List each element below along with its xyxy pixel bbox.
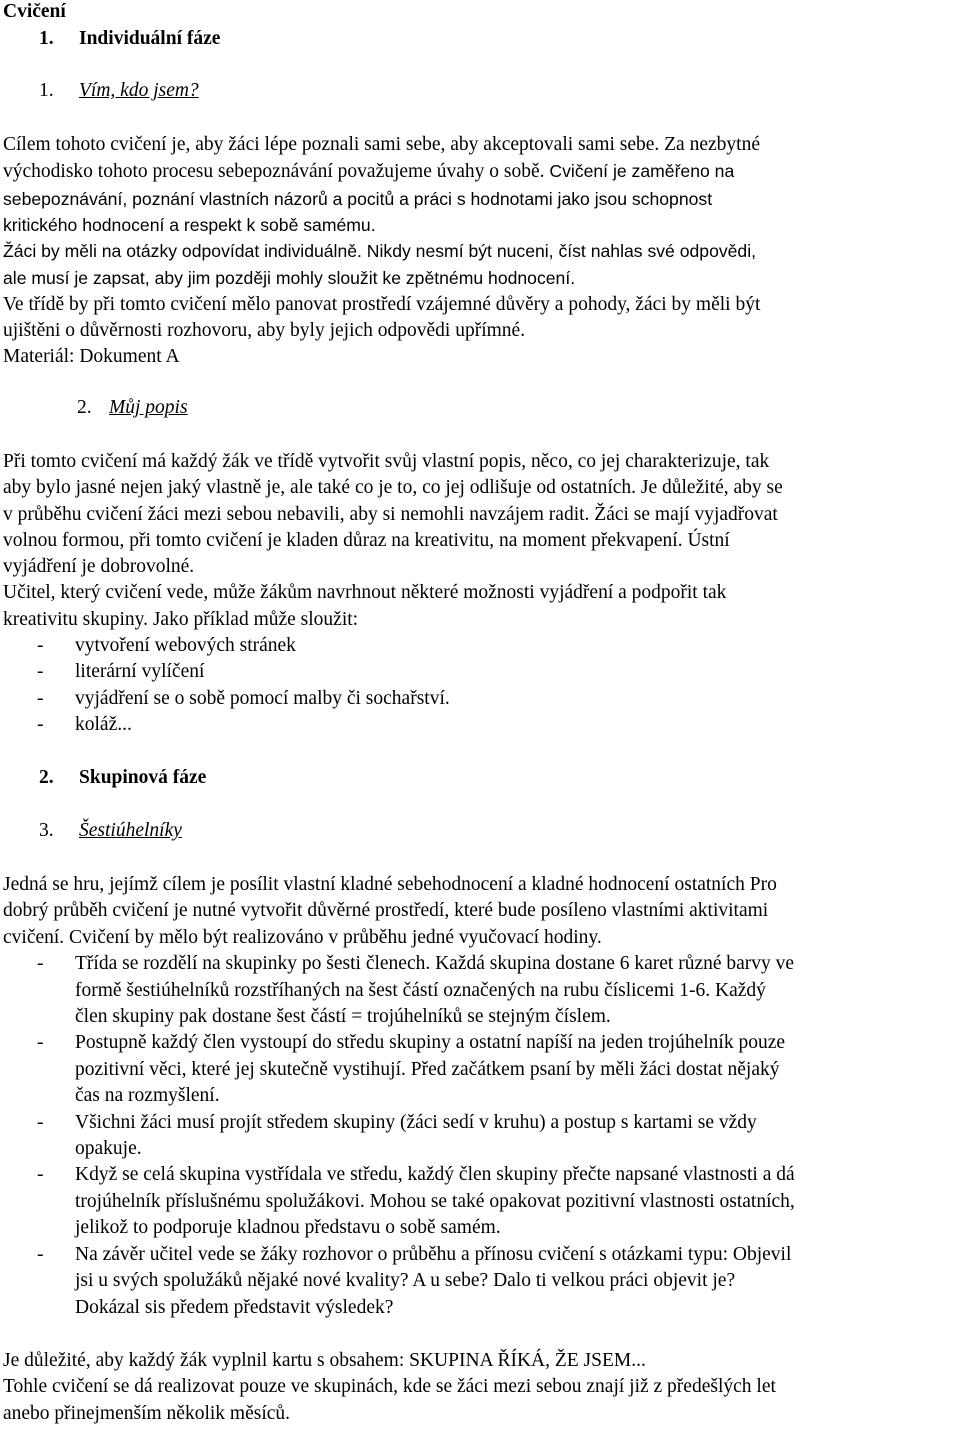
list-item: - Třída se rozdělí na skupinky po šesti členech. Každá skupina dostane 6 karet různé barvy ve formě šestiúhelníků rozstříhaných na šest částí označených na rubu číslicemi 1-6. Každý člen skupiny pak dostane šest částí = trojúhelníků se stejným číslem.	[37, 953, 795, 1028]
exercise-number: 3.	[39, 820, 54, 841]
exercise-1-body	[3, 132, 959, 371]
paragraph-line: kreativitu skupiny. Jako příklad může sloužit:	[3, 608, 359, 630]
exercise-title: Vím, kdo jsem?	[79, 80, 199, 101]
paragraph-line: kritického hodnocení a respekt k sobě samému.	[3, 214, 376, 235]
bullet-dash: -	[37, 1164, 44, 1186]
paragraph-line: Učitel, který cvičení vede, může žákům navrhnout některé možnosti vyjádření a podpořit tak	[3, 582, 727, 604]
exercise-title: Šestiúhelníky	[79, 820, 182, 841]
section-number: 2.	[39, 767, 54, 788]
paragraph-line: vyjádření je dobrovolné.	[3, 556, 195, 578]
paragraph-line: ale musí je zapsat, aby jim později mohly sloužit ke zpětnému hodnocení.	[3, 268, 576, 289]
bullet-dash: -	[37, 1032, 44, 1054]
closing-paragraph	[3, 1348, 959, 1427]
exercise-heading-2	[77, 396, 960, 420]
exercise-title: Můj popis	[109, 397, 188, 418]
bullet-dash: -	[37, 635, 44, 657]
paragraph-line: Jedná se hru, jejímž cílem je posílit vlastní kladné sebehodnocení a kladné hodnocení ostatních Pro	[3, 874, 777, 895]
exercise-number: 2.	[77, 397, 92, 418]
list-item: - vyjádření se o sobě pomocí malby či sochařství.	[3, 686, 959, 712]
paragraph-line: východisko tohoto procesu sebepoznávání považujeme úvahy o sobě. Cvičení je zaměřeno na	[3, 161, 735, 183]
paragraph-line: v průběhu cvičení žáci mezi sebou nebavili, aby si nemohli navzájem radit. Žáci se mají vyjadřovat	[3, 503, 778, 525]
section-number: 1.	[39, 28, 54, 49]
section-title: Skupinová fáze	[79, 767, 207, 788]
list-item: - vytvoření webových stránek	[3, 633, 959, 659]
paragraph-line: Je důležité, aby každý žák vyplnil kartu s obsahem: SKUPINA ŘÍKÁ, ŽE JSEM...	[3, 1350, 646, 1371]
list-item: - koláž...	[3, 712, 959, 738]
paragraph-line: dobrý průběh cvičení je nutné vytvořit důvěrné prostředí, které bude posíleno vlastními aktivitami	[3, 900, 769, 922]
paragraph-line: Žáci by měli na otázky odpovídat individuálně. Nikdy nesmí být nuceni, číst nahlas své odpovědi,	[3, 241, 757, 262]
section-heading-group	[39, 766, 960, 790]
exercise-3-body	[3, 872, 959, 1321]
exercise-heading-3	[39, 819, 960, 843]
paragraph-line: Cílem tohoto cvičení je, aby žáci lépe poznali sami sebe, aby akceptovali sami sebe. Za nezbytné	[3, 134, 760, 155]
paragraph-line: volnou formou, při tomto cvičení je kladen důraz na kreativitu, na moment překvapení. Ústní	[3, 529, 730, 551]
list-item: - Všichni žáci musí projít středem skupiny (žáci sedí v kruhu) a postup s kartami se vždy opakuje.	[37, 1111, 757, 1160]
paragraph-line: Při tomto cvičení má každý žák ve třídě vytvořit svůj vlastní popis, něco, co jej charakterizuje, tak	[3, 451, 770, 472]
material-line: Materiál: Dokument A	[3, 346, 180, 368]
section-title: Individuální fáze	[79, 28, 221, 49]
exercise-2-body	[3, 449, 959, 738]
list-item: - Postupně každý člen vystoupí do středu skupiny a ostatní napíší na jeden trojúhelník pouze pozitivní věci, které jej skutečně vystihují. Před začátkem psaní by měli žáci dostat nějaký čas na rozmyšlení.	[37, 1032, 785, 1107]
paragraph-line: sebepoznávání, poznání vlastních názorů a pocitů a práci s hodnotami jako jsou schopnost	[3, 188, 713, 209]
bullet-dash: -	[37, 1243, 44, 1265]
list-item: - Na závěr učitel vede se žáky rozhovor o průběhu a přínosu cvičení s otázkami typu: Objevil jsi u svých spolužáků nějaké nové kvality? A u sebe? Dalo ti velkou práci objevit je? Dokázal sis předem představit výsledek?	[37, 1243, 792, 1318]
bullet-dash: -	[37, 953, 44, 975]
exercise-number: 1.	[39, 80, 54, 101]
exercise-heading-1	[39, 79, 960, 103]
paragraph-line: Tohle cvičení se dá realizovat pouze ve skupinách, kde se žáci mezi sebou znají již z předešlých let	[3, 1376, 776, 1398]
bullet-dash: -	[37, 687, 44, 709]
list-item: - literární vylíčení	[3, 659, 959, 685]
document-title: Cvičení	[3, 1, 66, 22]
paragraph-line: aby bylo jasné nejen jaký vlastně je, ale také co je to, co jej odlišuje od ostatních. Je důležité, aby se	[3, 477, 783, 499]
section-heading-individual	[39, 27, 960, 51]
bullet-dash: -	[37, 661, 44, 683]
list-item: - Když se celá skupina vystřídala ve středu, každý člen skupiny přečte napsané vlastnosti a dá trojúhelník příslušnému spolužákovi. Mohou se také opakovat pozitivní vlastnosti ostatních, jelikož to podporuje kladnou představu o sobě samém.	[37, 1164, 795, 1239]
paragraph-line: ujištěni o důvěrnosti rozhovoru, aby byly jejich odpovědi upřímné.	[3, 320, 526, 342]
paragraph-line: Ve třídě by při tomto cvičení mělo panovat prostředí vzájemné důvěry a pohody, žáci by měli být	[3, 293, 761, 315]
paragraph-line: cvičení. Cvičení by mělo být realizováno v průběhu jedné vyučovací hodiny.	[3, 926, 602, 948]
bullet-dash: -	[37, 1111, 44, 1133]
bullet-dash: -	[37, 713, 44, 735]
paragraph-line: anebo přinejmenším několik měsíců.	[3, 1402, 291, 1424]
